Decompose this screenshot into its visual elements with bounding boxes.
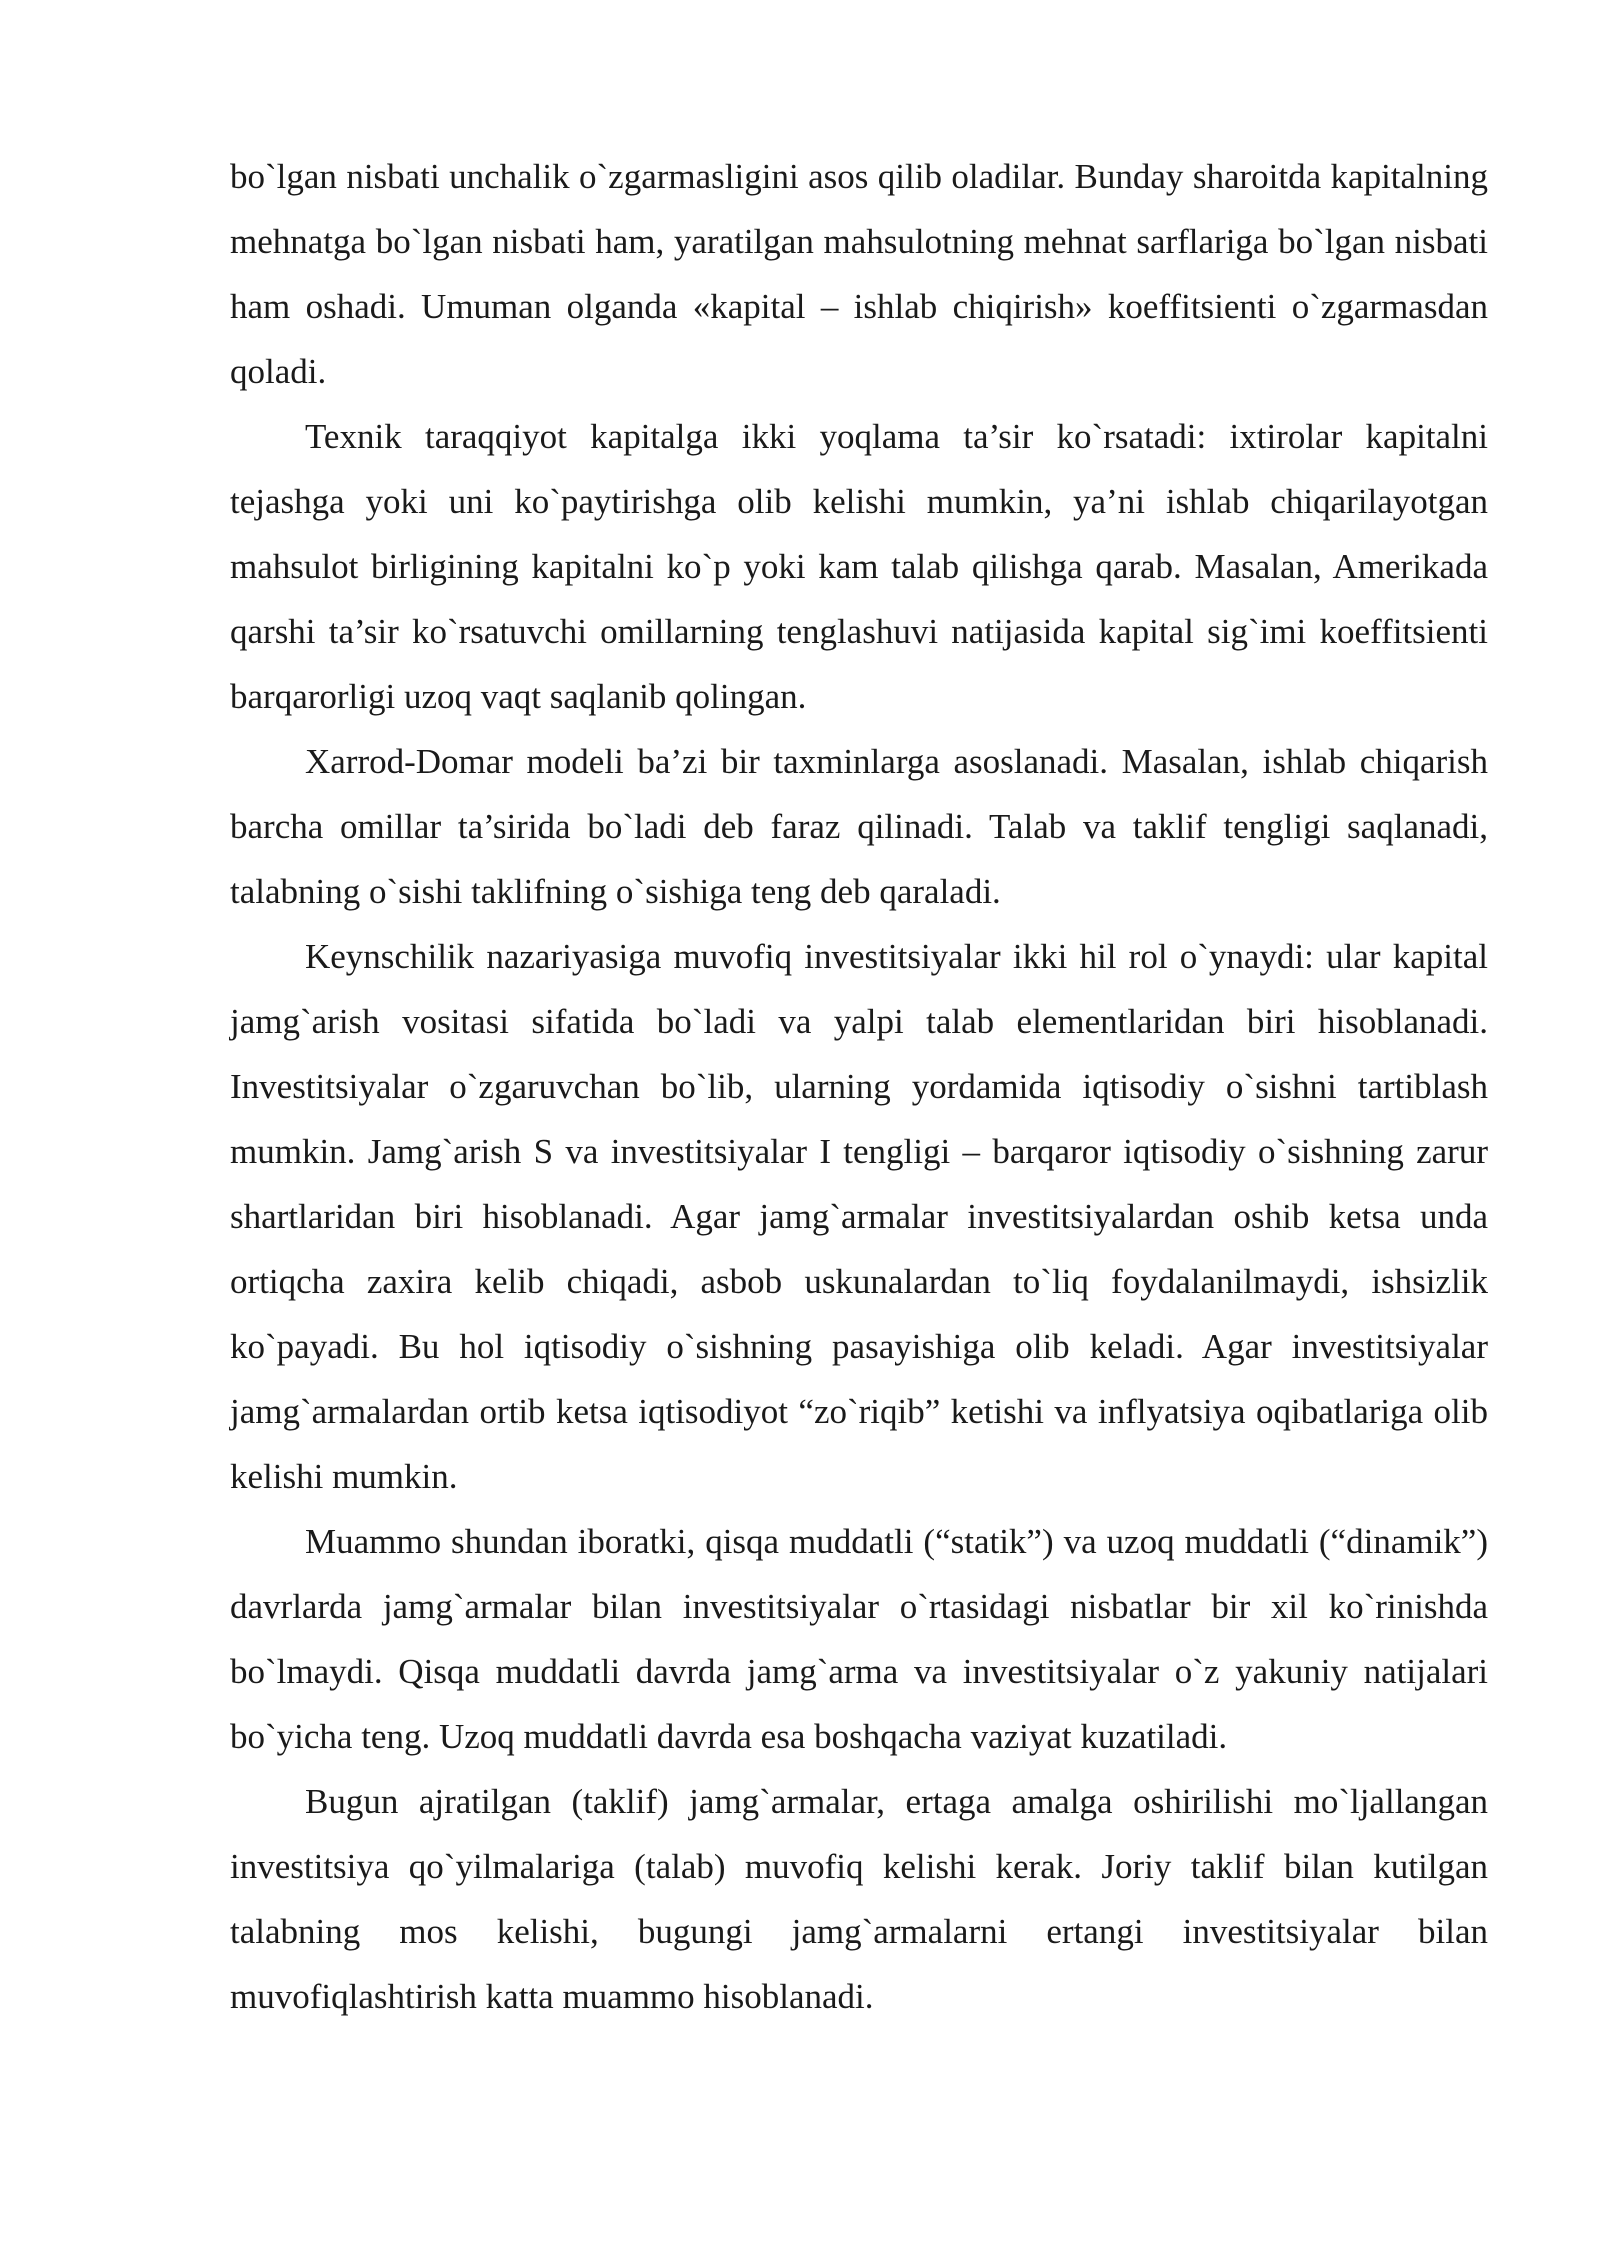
paragraph-4: Keynschilik nazariyasiga muvofiq investitsiyalar ikki hil rol o`ynaydi: ular kapital jamg`arish vositasi sifatida bo`ladi va yalpi talab elementlaridan biri hisoblanadi. Investitsiyalar o`zgaruvchan bo`lib, ularning yordamida iqtisodiy o`sishni tartiblash mumkin. Jamg`arish S va investitsiyalar I tengligi – barqaror iqtisodiy o`sishning zarur shartlaridan biri hisoblanadi. Agar jamg`armalar investitsiyalardan oshib ketsa unda ortiqcha zaxira kelib chiqadi, asbob uskunalardan to`liq foydalanilmaydi, ishsizlik ko`payadi. Bu hol iqtisodiy o`sishning pasayishiga olib keladi. Agar investitsiyalar jamg`armalardan ortib ketsa iqtisodiyot “zo`riqib” ketishi va inflyatsiya oqibatlariga olib kelishi mumkin.	[230, 937, 1488, 1496]
paragraph-6: Bugun ajratilgan (taklif) jamg`armalar, ertaga amalga oshirilishi mo`ljallangan investitsiya qo`yilmalariga (talab) muvofiq kelishi kerak. Joriy taklif bilan kutilgan talabning mos kelishi, bugungi jamg`armalarni ertangi investitsiyalar bilan muvofiqlashtirish katta muammo hisoblanadi.	[230, 1782, 1488, 2016]
paragraph-1: bo`lgan nisbati unchalik o`zgarmasligini asos qilib oladilar. Bunday sharoitda kapitalning mehnatga bo`lgan nisbati ham, yaratilgan mahsulotning mehnat sarflariga bo`lgan nisbati ham oshadi. Umuman olganda «kapital – ishlab chiqirish» koeffitsienti o`zgarmasdan qoladi.	[230, 157, 1488, 391]
paragraph-5: Muammo shundan iboratki, qisqa muddatli (“statik”) va uzoq muddatli (“dinamik”) davrlarda jamg`armalar bilan investitsiyalar o`rtasidagi nisbatlar bir xil ko`rinishda bo`lmaydi. Qisqa muddatli davrda jamg`arma va investitsiyalar o`z yakuniy natijalari bo`yicha teng. Uzoq muddatli davrda esa boshqacha vaziyat kuzatiladi.	[230, 1522, 1488, 1756]
body-text	[230, 144, 1488, 2029]
paragraph-3: Xarrod-Domar modeli ba’zi bir taxminlarga asoslanadi. Masalan, ishlab chiqarish barcha omillar ta’sirida bo`ladi deb faraz qilinadi. Talab va taklif tengligi saqlanadi, talabning o`sishi taklifning o`sishiga teng deb qaraladi.	[230, 742, 1488, 911]
paragraph-2: Texnik taraqqiyot kapitalga ikki yoqlama ta’sir ko`rsatadi: ixtirolar kapitalni tejashga yoki uni ko`paytirishga olib kelishi mumkin, ya’ni ishlab chiqarilayotgan mahsulot birligining kapitalni ko`p yoki kam talab qilishga qarab. Masalan, Amerikada qarshi ta’sir ko`rsatuvchi omillarning tenglashuvi natijasida kapital sig`imi koeffitsienti barqarorligi uzoq vaqt saqlanib qolingan.	[230, 417, 1488, 716]
